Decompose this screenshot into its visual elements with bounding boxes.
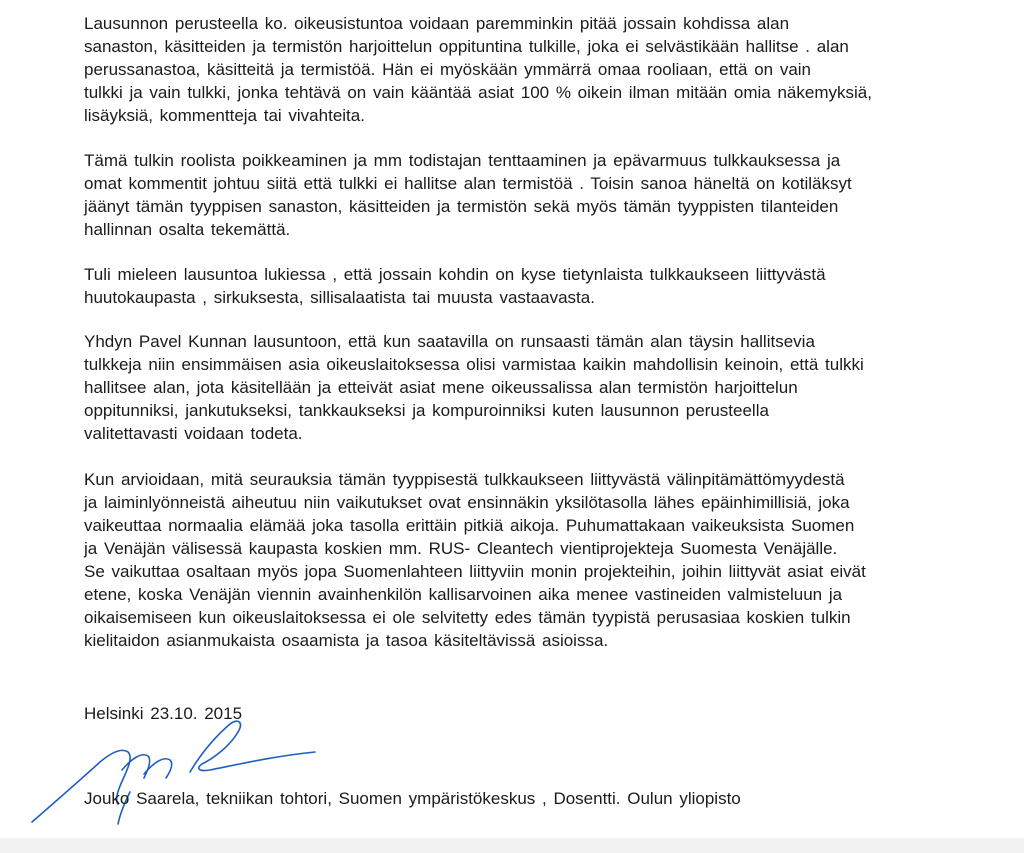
paragraph-5	[84, 468, 1004, 652]
paragraph-line: Yhdyn Pavel Kunnan lausuntoon, että kun saatavilla on runsaasti tämän alan täysin hallitsevia	[84, 332, 815, 351]
paragraph-line: tulkkeja niin ensimmäisen asia oikeuslaitoksessa olisi varmistaa kaikin mahdollisin keinoin, että tulkki	[84, 355, 864, 374]
paragraph-4	[84, 330, 1004, 445]
paragraph-line: ja Venäjän välisessä kaupasta koskien mm. RUS- Cleantech vientiprojekteja Suomesta Venäjälle.	[84, 539, 838, 558]
paragraph-3	[84, 263, 1004, 309]
handwritten-signature	[20, 712, 340, 832]
paragraph-line: perussanastoa, käsitteitä ja termistöä. Hän ei myöskään ymmärrä omaa rooliaan, että on vain	[84, 60, 812, 79]
paragraph-line: sanaston, käsitteiden ja termistön harjoittelun oppituntina tulkille, joka ei selvästikään hallitse . alan	[84, 37, 849, 56]
paragraph-line: valitettavasti voidaan todeta.	[84, 424, 303, 443]
paragraph-line: huutokaupasta , sirkuksesta, sillisalaatista tai muusta vastaavasta.	[84, 288, 595, 307]
paragraph-line: kielitaidon asianmukaista osaamista ja tasoa käsiteltävissä asioissa.	[84, 631, 609, 650]
paragraph-line: Se vaikuttaa osaltaan myös jopa Suomenlahteen liittyviin monin projekteihin, joihin liittyvät asiat eivät	[84, 562, 866, 581]
paragraph-line: Kun arvioidaan, mitä seurauksia tämän tyyppisestä tulkkaukseen liittyvästä välinpitämättömyydestä	[84, 470, 845, 489]
paragraph-line: omat kommentit johtuu siitä että tulkki ei hallitse alan termistöä . Toisin sanoa häneltä on kotiläksyt	[84, 174, 852, 193]
paragraph-line: tulkki ja vain tulkki, jonka tehtävä on vain kääntää asiat 100 % oikein ilman mitään omia näkemyksiä,	[84, 83, 872, 102]
paragraph-line: Lausunnon perusteella ko. oikeusistuntoa voidaan paremminkin pitää jossain kohdissa alan	[84, 14, 790, 33]
paragraph-1	[84, 12, 1004, 127]
paragraph-line: oppitunniksi, jankutukseksi, tankkaukseksi ja kompuroinniksi kuten lausunnon perusteella	[84, 401, 769, 420]
paragraph-line: oikaisemiseen kun oikeuslaitoksessa ei ole selvitetty edes tämän tyypistä perusasiaa koskien tulkin	[84, 608, 851, 627]
paragraph-line: Tuli mieleen lausuntoa lukiessa , että jossain kohdin on kyse tietynlaista tulkkaukseen liittyvästä	[84, 265, 826, 284]
paragraph-line: hallinnan osalta tekemättä.	[84, 220, 291, 239]
paragraph-line: lisäyksiä, kommentteja tai vivahteita.	[84, 106, 365, 125]
paragraph-line: hallitsee alan, jota käsitellään ja etteivät asiat mene oikeussalissa alan termistön harjoittelun	[84, 378, 798, 397]
paragraph-line: Tämä tulkin roolista poikkeaminen ja mm todistajan tenttaaminen ja epävarmuus tulkkauksessa ja	[84, 151, 841, 170]
paragraph-line: etene, koska Venäjän viennin avainhenkilön kallisarvoinen aika menee vastineiden valmisteluun ja	[84, 585, 843, 604]
paragraph-line: jäänyt tämän tyyppisen sanaston, käsitteiden ja termistön sekä myös tämän tyyppisten tilanteiden	[84, 197, 839, 216]
signatory-details	[84, 787, 1004, 810]
paragraph-line: vaikeuttaa normaalia elämää joka tasolla erittäin pitkiä aikoja. Puhumattakaan vaikeuksista Suomen	[84, 516, 855, 535]
paragraph-line: ja laiminlyönneistä aiheutuu niin vaikutukset ovat ensinnäkin yksilötasolla lähes epäinhimillisiä, joka	[84, 493, 850, 512]
signatory-line: Jouko Saarela, tekniikan tohtori, Suomen ympäristökeskus , Dosentti. Oulun yliopisto	[84, 789, 741, 808]
scan-bottom-edge	[0, 838, 1024, 853]
place-date-line: Helsinki 23.10. 2015	[84, 704, 243, 723]
paragraph-2	[84, 149, 1004, 241]
